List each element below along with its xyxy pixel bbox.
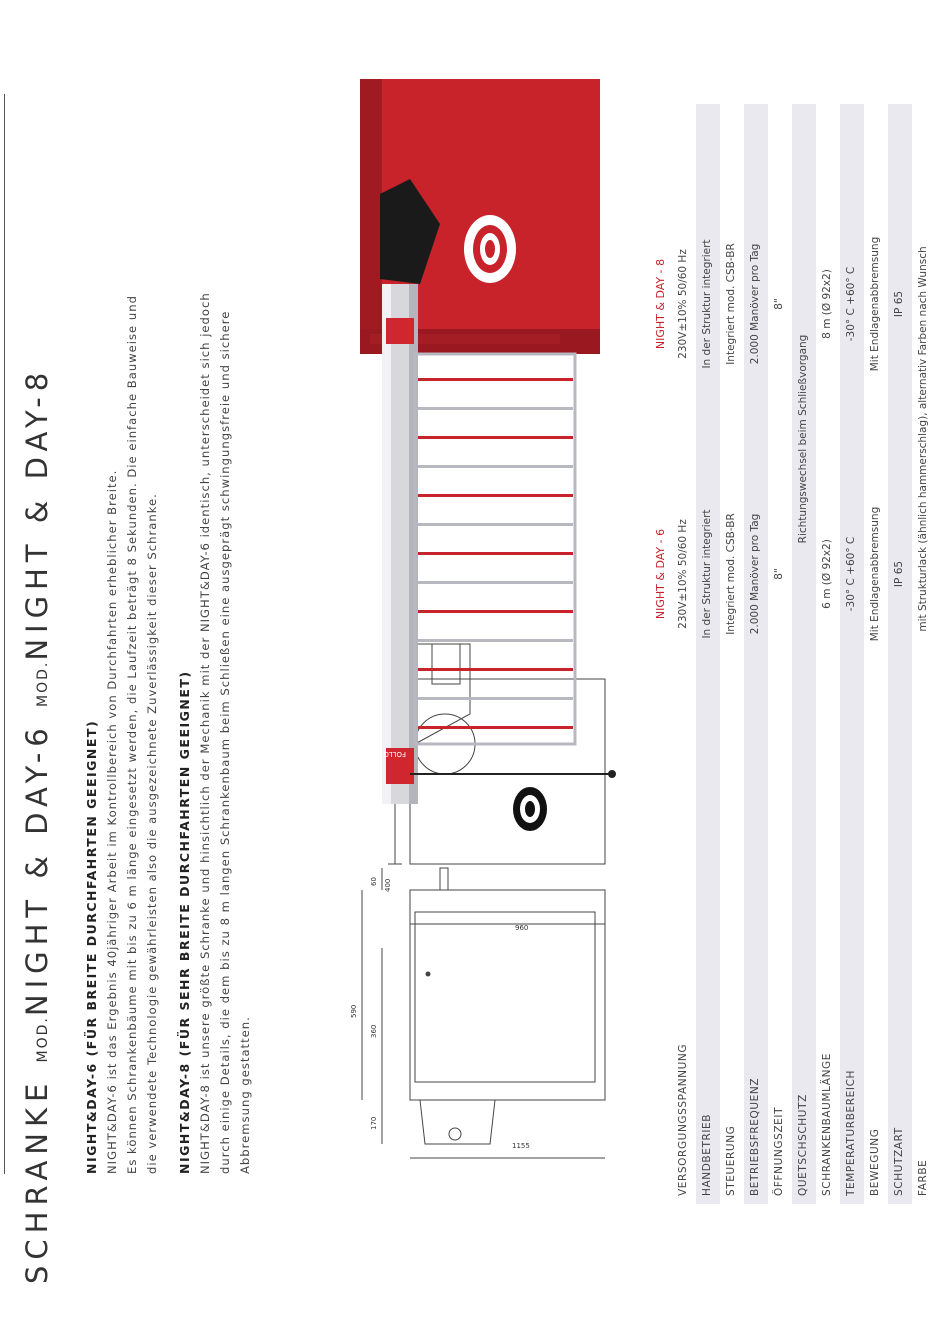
dim-label-170: 170 — [370, 1116, 378, 1130]
barrier-skirt-frame — [415, 354, 575, 744]
table-row: QUETSCHSCHUTZ Richtungswechsel beim Schließvorgang — [792, 104, 816, 1204]
skirt-stripe — [418, 639, 573, 642]
table-row: SCHUTZART IP 65 IP 65 — [888, 104, 912, 1204]
skirt-stripe — [418, 668, 573, 671]
dim-label-1155: 1155 — [512, 1142, 530, 1150]
boom-red-stripe — [386, 318, 414, 344]
skirt-stripe — [418, 436, 573, 439]
section-heading: NIGHT&DAY-6 (FÜR BREITE DURCHFAHRTEN GEEIGNET) — [84, 719, 99, 1174]
skirt-stripe — [418, 697, 573, 700]
skirt-stripe — [418, 407, 573, 410]
skirt-stripe — [418, 552, 573, 555]
skirt-stripe — [418, 610, 573, 613]
paragraph-line: durch einige Details, die dem bis zu 8 m langen Schrankenbaum beim Schließen eine ausgeprägt schwingungsfreie und sichere — [218, 310, 232, 1174]
top-view-logo — [513, 787, 547, 831]
skirt-stripe — [418, 378, 573, 381]
dim-label-590: 590 — [350, 1004, 358, 1018]
side-view-lock — [426, 972, 430, 976]
spec-table — [654, 104, 936, 1204]
skirt-stripe — [418, 581, 573, 584]
barrier-rendering — [360, 79, 616, 804]
barrier-skirt-stripes — [418, 378, 573, 729]
skirt-stripe — [418, 465, 573, 468]
housing-logo — [464, 215, 516, 283]
column-header-night-day-8: NIGHT & DAY - 8 — [654, 258, 667, 350]
side-view-bolt — [449, 1128, 461, 1140]
skirt-stripe — [418, 523, 573, 526]
side-view-drawing — [362, 868, 605, 1158]
table-row: HANDBETRIEB In der Struktur integriert In der Struktur integriert — [696, 104, 720, 1204]
table-row: VERSORGUNGSSPANNUNG 230V±10% 50/60 Hz 230V±10% 50/60 Hz — [677, 249, 689, 1196]
paragraph-line: die verwendete Technologie gewährleisten also die ausgezeichnete Zuverlässigkeit dieser Schranke. — [145, 493, 159, 1174]
column-header-night-day-6: NIGHT & DAY - 6 — [654, 528, 667, 620]
paragraph-line: Es können Schrankenbäume mit bis zu 6 m länge eingesetzt werden, die Laufzeit beträgt 8 Sekunden. Die einfache Bauweise und — [125, 295, 139, 1174]
section-heading: NIGHT&DAY-8 (FÜR SEHR BREITE DURCHFAHRTEN GEEIGNET) — [177, 670, 192, 1174]
table-row: ÖFFNUNGSZEIT 8" 8" — [773, 298, 785, 1196]
side-view-housing — [410, 890, 605, 1100]
paragraph-line: NIGHT&DAY-6 ist das Ergebnis 40jähriger Arbeit im Kontrollbereich von Durchfahrten erheblicher Breite. — [105, 469, 119, 1174]
paragraph-line: NIGHT&DAY-8 ist unsere größte Schranke und hinsichtlich der Mechanik mit der NIGHT&DAY-6 identisch, unterscheidet sich jedoch — [198, 292, 212, 1174]
side-view-door — [415, 912, 595, 1082]
top-view-bar-stub — [432, 644, 460, 684]
page-title: SCHRANKE MOD.NIGHT & DAY-6 MOD.NIGHT & DAY-8 — [20, 366, 54, 1284]
skirt-stripe — [418, 494, 573, 497]
table-row: FARBE mit Strukturlack (ähnlich hammerschlag), alternativ Farben nach Wunsch — [917, 246, 929, 1196]
top-view-drawing — [388, 644, 605, 864]
dim-label-360: 360 — [370, 1024, 378, 1038]
side-view-base — [420, 1100, 495, 1144]
table-row: BETRIEBSFREQUENZ 2.000 Manöver pro Tag 2.000 Manöver pro Tag — [744, 104, 768, 1204]
side-view-axle — [440, 868, 448, 890]
skirt-stripe — [418, 726, 573, 729]
table-row: SCHRANKENBAUMLÄNGE 6 m (Ø 92x2) 8 m (Ø 92x2) — [821, 269, 833, 1196]
barrier-housing-shadow — [360, 79, 382, 354]
dim-label-960: 960 — [515, 924, 529, 932]
dim-label-60: 60 — [370, 877, 378, 886]
table-row: TEMPERATURBEREICH -30° C +60° C -30° C +60° C — [840, 104, 864, 1204]
paragraph-line: Abbremsung gestatten. — [238, 1016, 252, 1174]
boom-logo-text: FOLLO — [383, 750, 406, 758]
table-row: STEUERUNG Integriert mod. CSB-BR Integriert mod. CSB-BR — [725, 243, 737, 1196]
dim-label-400: 400 — [384, 878, 392, 892]
table-row: BEWEGUNG Mit Endlagenabbremsung Mit Endlagenabbremsung — [869, 236, 881, 1196]
